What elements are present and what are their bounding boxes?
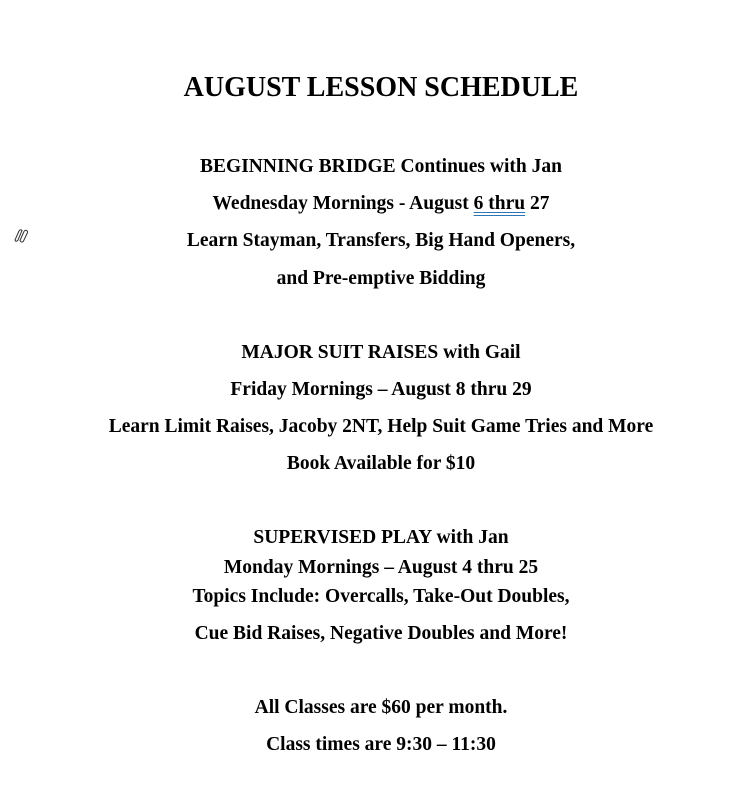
supervised-topics-line1: Topics Include: Overcalls, Take-Out Doubles,: [192, 586, 570, 607]
beginning-schedule-suffix: 27: [525, 193, 550, 214]
price-note: All Classes are $60 per month.: [254, 697, 508, 718]
major-schedule: Friday Mornings – August 8 thru 29: [230, 379, 532, 400]
beginning-schedule-range: 6 thru: [473, 193, 526, 214]
supervised-schedule: Monday Mornings – August 4 thru 25: [223, 557, 539, 578]
supervised-topics-line2: Cue Bid Raises, Negative Doubles and More!: [194, 623, 568, 644]
beginning-topics-line1: Learn Stayman, Transfers, Big Hand Openers,: [186, 230, 576, 251]
beginning-schedule-prefix: Wednesday Mornings - August: [212, 193, 474, 214]
class-times: Class times are 9:30 – 11:30: [266, 734, 496, 755]
beginning-schedule: [0, 192, 756, 216]
major-topics: Learn Limit Raises, Jacoby 2NT, Help Suit Game Tries and More: [108, 416, 654, 437]
beginning-heading: BEGINNING BRIDGE Continues with Jan: [200, 156, 562, 177]
major-heading: MAJOR SUIT RAISES with Gail: [241, 342, 521, 363]
page-title: AUGUST LESSON SCHEDULE: [183, 72, 579, 103]
supervised-heading: SUPERVISED PLAY with Jan: [253, 527, 509, 548]
beginning-topics-line2: and Pre-emptive Bidding: [276, 268, 486, 289]
major-book: Book Available for $10: [286, 453, 476, 474]
